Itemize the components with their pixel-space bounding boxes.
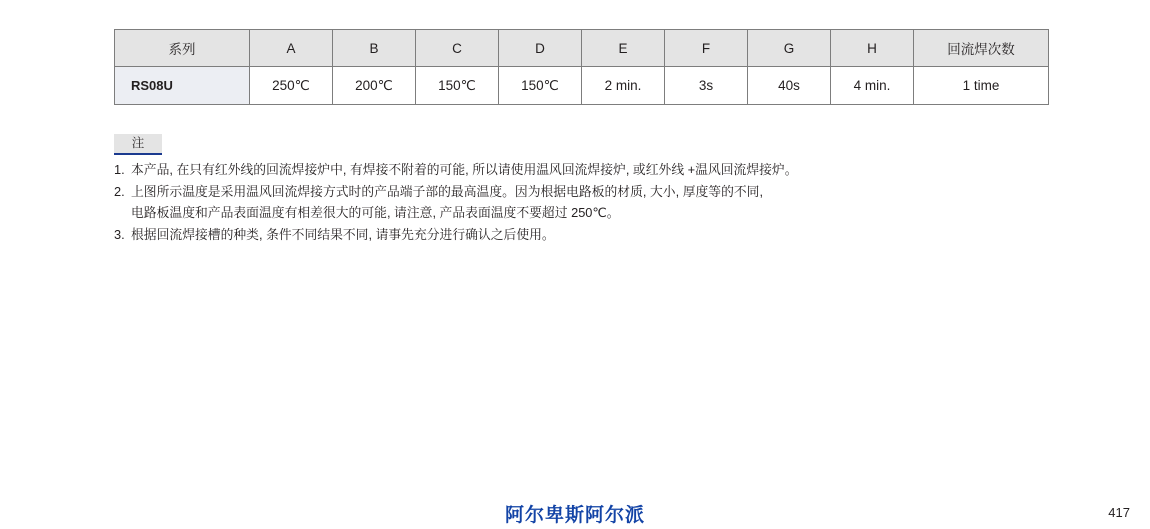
table-cell-g: 40s bbox=[748, 67, 831, 105]
table-header-cell-a: A bbox=[250, 30, 333, 67]
table-header-cell-e: E bbox=[582, 30, 665, 67]
table-header bbox=[115, 30, 1049, 67]
table-cell-f: 3s bbox=[665, 67, 748, 105]
table-cell-b: 200℃ bbox=[333, 67, 416, 105]
footer-brand: 阿尔卑斯阿尔派 bbox=[504, 505, 645, 526]
note-item-2-continued bbox=[114, 203, 1094, 223]
table-cell-a: 250℃ bbox=[250, 67, 333, 105]
table-cell-d: 150℃ bbox=[499, 67, 582, 105]
note-item-3 bbox=[114, 225, 1094, 245]
note-item-2-line-1: 上图所示温度是采用温风回流焊接方式时的产品端子部的最高温度。因为根据电路板的材质, 大小, 厚度等的不同, bbox=[131, 183, 764, 199]
note-item-1-number: 1. bbox=[114, 162, 125, 177]
table-cell-c: 150℃ bbox=[416, 67, 499, 105]
table-cell-reflow-count: 1 time bbox=[914, 67, 1049, 105]
footer-page-number: 417 bbox=[1108, 505, 1130, 520]
note-item-2-line-2: 电路板温度和产品表面温度有相差很大的可能, 请注意, 产品表面温度不要超过 250℃。 bbox=[131, 205, 620, 220]
note-list bbox=[114, 160, 1094, 246]
note-item-2-number: 2. bbox=[114, 183, 125, 199]
reflow-spec-table bbox=[114, 29, 1049, 105]
table-header-cell-b: B bbox=[333, 30, 416, 67]
note-badge: 注 bbox=[114, 134, 162, 155]
table-header-cell-series: 系列 bbox=[115, 30, 250, 67]
note-item-3-line-1: 根据回流焊接槽的种类, 条件不同结果不同, 请事先充分进行确认之后使用。 bbox=[131, 226, 555, 242]
table-cell-e: 2 min. bbox=[582, 67, 665, 105]
table-cell-h: 4 min. bbox=[831, 67, 914, 105]
table-header-cell-reflow-count: 回流焊次数 bbox=[914, 30, 1049, 67]
table-header-cell-f: F bbox=[665, 30, 748, 67]
table-header-cell-c: C bbox=[416, 30, 499, 67]
table-row bbox=[115, 67, 1049, 105]
table-header-row bbox=[115, 30, 1049, 67]
table-header-cell-h: H bbox=[831, 30, 914, 67]
note-item-2 bbox=[114, 182, 1094, 202]
table-header-cell-g: G bbox=[748, 30, 831, 67]
table-header-cell-d: D bbox=[499, 30, 582, 67]
note-item-1-line-1: 本产品, 在只有红外线的回流焊接炉中, 有焊接不附着的可能, 所以请使用温风回流焊接炉, 或红外线 +温风回流焊接炉。 bbox=[131, 162, 798, 177]
table-body bbox=[115, 67, 1049, 105]
note-item-3-number: 3. bbox=[114, 226, 125, 242]
table-cell-series: RS08U bbox=[115, 67, 250, 105]
note-item-1 bbox=[114, 160, 1094, 180]
